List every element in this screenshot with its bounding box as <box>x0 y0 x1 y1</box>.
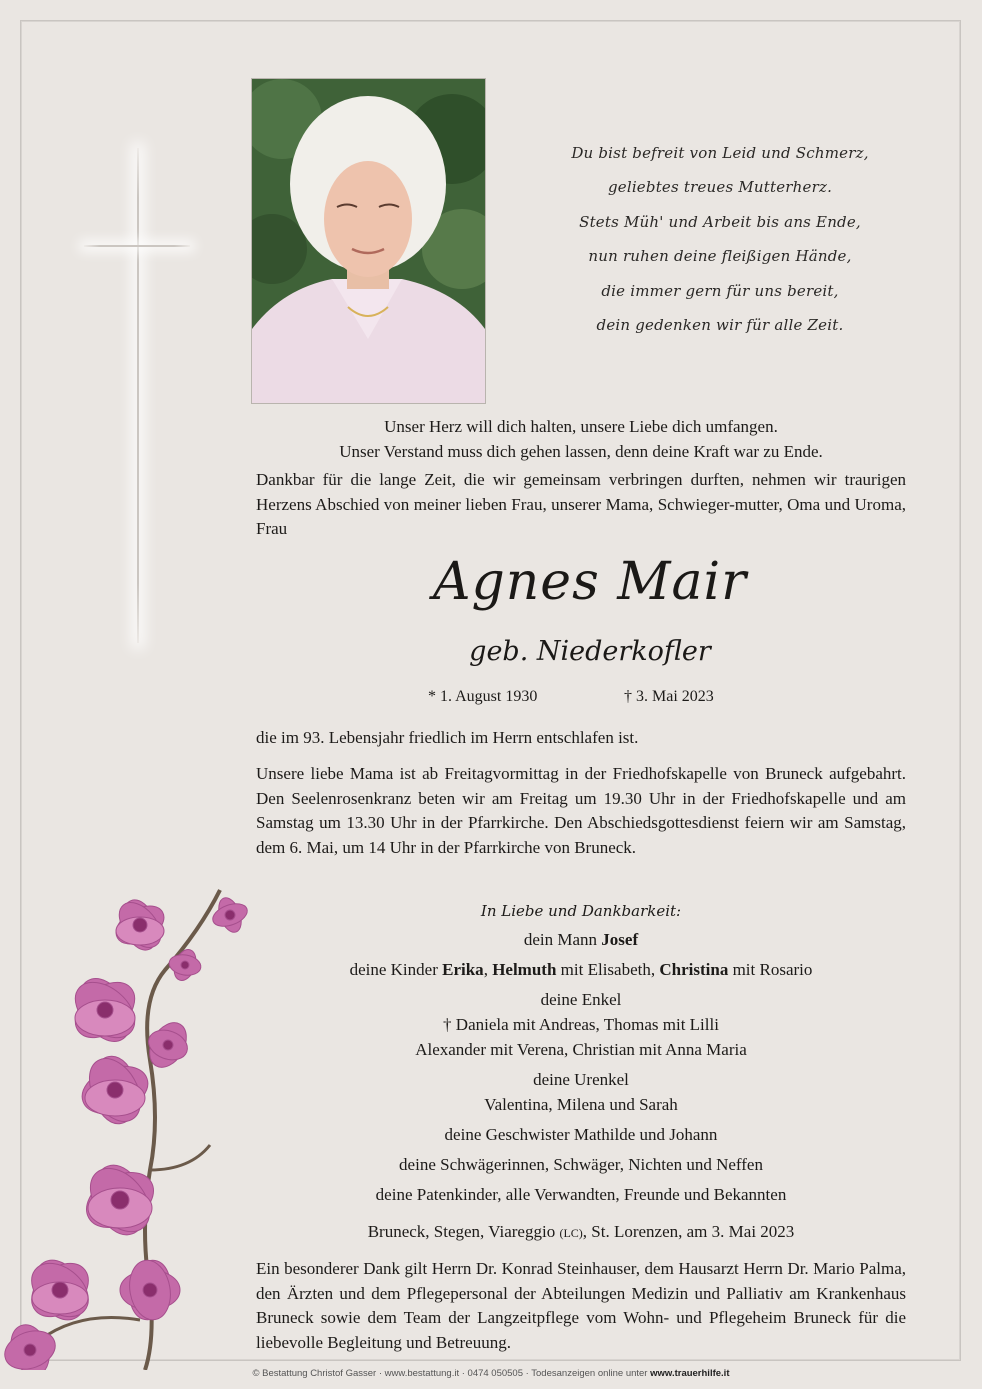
intro-verse-line: Unser Verstand muss dich gehen lassen, denn deine Kraft war zu Ende. <box>339 441 823 461</box>
poem-line: die immer gern für uns bereit, <box>601 281 839 300</box>
footer: © Bestattung Christof Gasser · www.bestattung.it · 0474 050505 · Todesanzeigen online unter www.trauerhilfe.it <box>252 1368 730 1379</box>
mourner-inlaws: deine Schwägerinnen, Schwäger, Nichten und Neffen <box>399 1155 763 1174</box>
poem-line: Stets Müh' und Arbeit bis ans Ende, <box>579 212 861 231</box>
poem-line: Du bist befreit von Leid und Schmerz, <box>571 144 869 162</box>
husband-name: Josef <box>601 930 639 949</box>
grandchildren-heading: deine Enkel <box>540 990 622 1009</box>
portrait-photo <box>251 78 486 404</box>
death-date: † 3. Mai 2023 <box>624 688 714 705</box>
thanks-paragraph: Ein besonderer Dank gilt Herrn Dr. Konrad Steinhauser, dem Hausarzt Herrn Dr. Mario Palma, den Ärzten und dem Pflegepersonal der Abteilungen Medizin und Palliativ am Krankenhaus Bruneck sowie dem Team der Langzeitpflege vom Wohn- und Pflegeheim Bruneck für die liebevolle Begleitung und Betreuung. <box>256 1259 906 1352</box>
intro-verse <box>256 415 906 464</box>
maiden-name: geb. Niederkofler <box>469 636 711 667</box>
poem-line: geliebtes treues Mutterherz. <box>607 178 833 197</box>
grandchildren-line: † Daniela mit Andreas, Thomas mit Lilli <box>443 1015 719 1034</box>
intro-verse-line: Unser Herz will dich halten, unsere Liebe dich umfangen. <box>384 417 778 436</box>
poem-line: dein gedenken wir für alle Zeit. <box>596 316 844 335</box>
greatgrandchildren-line: Valentina, Milena und Sarah <box>484 1095 678 1114</box>
passing-text: die im 93. Lebensjahr friedlich im Herrn entschlafen ist. <box>256 728 639 747</box>
poem-line: nun ruhen deine fleißigen Hände, <box>588 247 852 266</box>
child-name: Erika <box>442 960 484 979</box>
mourner-husband: dein Mann Josef <box>523 930 639 949</box>
intro-paragraph: Dankbar für die lange Zeit, die wir gemeinsam verbringen durften, nehmen wir traurigen Herzens Abschied von meiner lieben Frau, unserer Mama, Schwieger-mutter, Oma und Uroma, Frau <box>256 470 906 538</box>
child-name: Helmuth <box>492 960 557 979</box>
cross-vertical-beam <box>137 148 139 643</box>
greatgrandchildren-heading: deine Urenkel <box>533 1070 629 1089</box>
memorial-poem <box>540 136 900 342</box>
deceased-name: Agnes Mair <box>432 552 748 612</box>
place-date: Bruneck, Stegen, Viareggio (LC), St. Lorenzen, am 3. Mai 2023 <box>367 1222 795 1241</box>
footer-link[interactable]: www.trauerhilfe.it <box>650 1368 730 1379</box>
mourner-siblings: deine Geschwister Mathilde und Johann <box>444 1125 718 1144</box>
orchid-decoration <box>0 870 260 1370</box>
birth-date: * 1. August 1930 <box>428 688 538 705</box>
grandchildren-line: Alexander mit Verena, Christian mit Anna Maria <box>415 1040 747 1059</box>
cross-horizontal-beam <box>84 245 190 247</box>
mourners-heading: In Liebe und Dankbarkeit: <box>480 902 682 920</box>
mourner-others: deine Patenkinder, alle Verwandten, Freunde und Bekannten <box>375 1185 787 1204</box>
mourner-children: deine Kinder Erika, Helmuth mit Elisabeth, Christina mit Rosario <box>349 960 813 979</box>
service-paragraph: Unsere liebe Mama ist ab Freitagvormittag in der Friedhofskapelle von Bruneck aufgebahrt. Den Seelenrosenkranz beten wir am Freitag um 19.30 Uhr in der Friedhofskapelle und am Samstag um 13.30 Uhr in der Pfarrkirche. Den Abschiedsgottesdienst feiern wir am Samstag, dem 6. Mai, um 14 Uhr in der Pfarrkirche von Bruneck. <box>256 764 906 857</box>
child-name: Christina <box>659 960 729 979</box>
